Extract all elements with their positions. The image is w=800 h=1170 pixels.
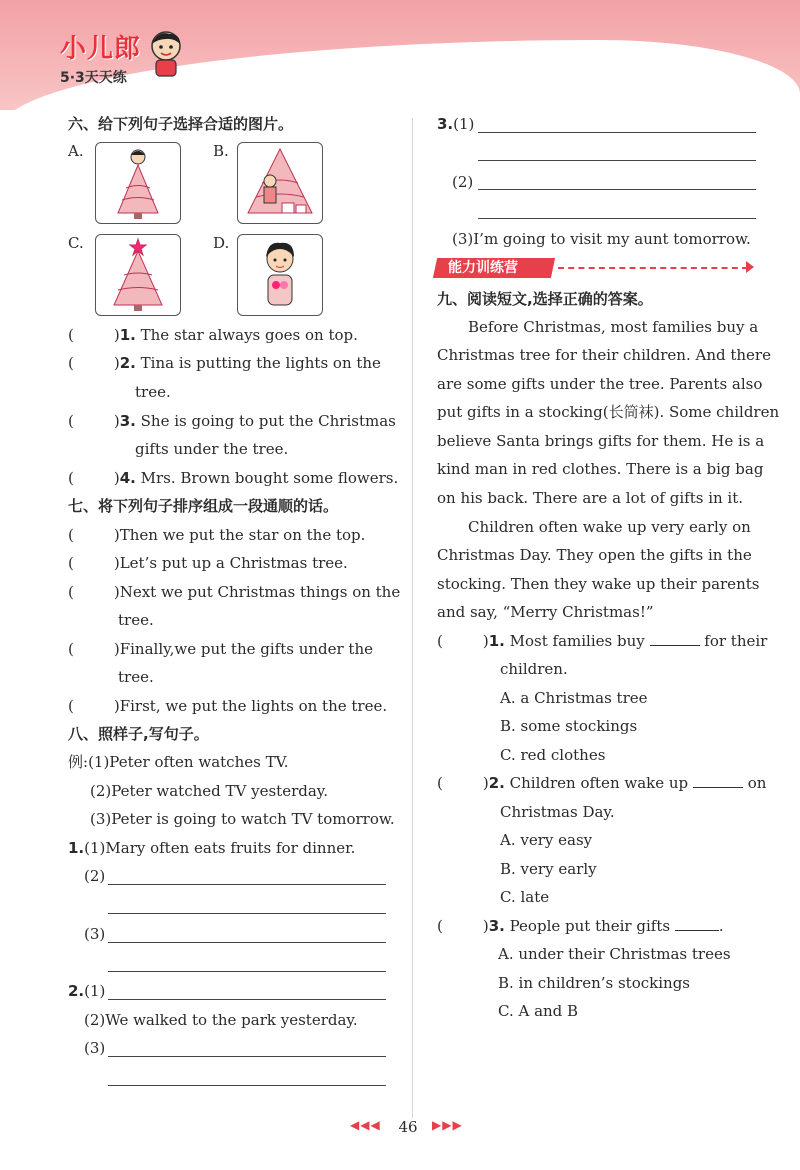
s7-item-1: ( )Then we put the star on the top.	[68, 526, 366, 544]
column-divider	[412, 118, 413, 1118]
q3-answer-line-3[interactable]	[478, 189, 756, 190]
s6-item-2-cont: tree.	[135, 383, 171, 401]
banner-label: 能力训练营	[448, 260, 518, 276]
next-arrows-icon: ▶▶▶	[432, 1118, 463, 1132]
passage-line-7: on his back. There are a lot of gifts in it.	[437, 489, 744, 507]
picture-c	[95, 234, 181, 316]
s9-q2-cont: Christmas Day.	[500, 803, 615, 821]
pic-b-label: B.	[213, 142, 229, 160]
christmas-tree-star-icon	[96, 235, 180, 315]
q3-answer-line-4[interactable]	[478, 218, 756, 219]
s6-item-2: ( )2. Tina is putting the lights on the	[68, 354, 381, 372]
brand-sub: 5·3天天练	[60, 70, 127, 86]
passage-line-10: stocking. Then they wake up their parents	[437, 575, 760, 593]
passage-line-4: put gifts in a stocking(长筒袜). Some children	[437, 403, 780, 421]
brand-name: 小儿郎	[60, 34, 142, 64]
section-9-title: 九、阅读短文,选择正确的答案。	[437, 290, 653, 308]
q2-part-3-label: (3)	[84, 1039, 106, 1057]
q1-part-1: 1.(1)Mary often eats fruits for dinner.	[68, 839, 356, 857]
mascot-boy-icon	[148, 30, 184, 82]
s7-item-4-cont: tree.	[118, 668, 154, 686]
page-number: 46	[398, 1118, 418, 1136]
q2-part-1: 2.(1)	[68, 982, 106, 1000]
s7-item-2: ( )Let’s put up a Christmas tree.	[68, 554, 348, 572]
s9-question-1: ( )1. Most families buy for their	[437, 632, 768, 650]
passage-line-2: Christmas tree for their children. And there	[437, 346, 771, 364]
passage-line-6: kind man in red clothes. There is a big bag	[437, 460, 764, 478]
s9-q3-blank[interactable]	[675, 916, 719, 931]
page-footer	[0, 1118, 800, 1142]
s6-item-4: ( )4. Mrs. Brown bought some flowers.	[68, 469, 399, 487]
example-line-3: (3)Peter is going to watch TV tomorrow.	[90, 810, 395, 828]
woman-flowers-icon	[238, 235, 322, 315]
s6-item-3-cont: gifts under the tree.	[135, 440, 289, 458]
section-7-title: 七、将下列句子排序组成一段通顺的话。	[68, 497, 339, 515]
s9-q1-option-b: B. some stockings	[500, 717, 638, 735]
s9-q1-blank[interactable]	[650, 631, 700, 646]
passage-line-1: Before Christmas, most families buy a	[468, 318, 759, 336]
picture-a	[95, 142, 181, 224]
s9-question-3: ( )3. People put their gifts .	[437, 917, 724, 935]
q1-answer-line-3[interactable]	[108, 942, 386, 943]
pic-d-label: D.	[213, 234, 230, 252]
s7-item-3-cont: tree.	[118, 611, 154, 629]
example-line-2: (2)Peter watched TV yesterday.	[90, 782, 329, 800]
girl-gifts-tree-icon	[238, 143, 322, 223]
passage-line-3: are some gifts under the tree. Parents also	[437, 375, 763, 393]
picture-b	[237, 142, 323, 224]
section-6-title: 六、给下列句子选择合适的图片。	[68, 115, 294, 133]
passage-line-8: Children often wake up very early on	[468, 518, 751, 536]
q2-part-2: (2)We walked to the park yesterday.	[84, 1011, 358, 1029]
q3-part-2-label: (2)	[452, 173, 474, 191]
s9-question-2: ( )2. Children often wake up on	[437, 774, 767, 792]
passage-line-5: believe Santa brings gifts for them. He is a	[437, 432, 765, 450]
pic-c-label: C.	[68, 234, 84, 252]
section-8-title: 八、照样子,写句子。	[68, 725, 209, 743]
q2-answer-line-2[interactable]	[108, 1056, 386, 1057]
pic-a-label: A.	[68, 142, 84, 160]
banner-dashed-line	[558, 267, 748, 269]
s9-q1-cont: children.	[500, 660, 568, 678]
s9-q1-option-c: C. red clothes	[500, 746, 606, 764]
q3-answer-line-1[interactable]	[478, 132, 756, 133]
s6-item-1: ( )1. The star always goes on top.	[68, 326, 358, 344]
s9-q3-option-c: C. A and B	[498, 1002, 579, 1020]
q3-part-3: (3)I’m going to visit my aunt tomorrow.	[452, 230, 751, 248]
s9-q3-option-a: A. under their Christmas trees	[498, 945, 731, 963]
s9-q3-option-b: B. in children’s stockings	[498, 974, 690, 992]
s7-item-4: ( )Finally,we put the gifts under the	[68, 640, 373, 658]
picture-d	[237, 234, 323, 316]
s7-item-3: ( )Next we put Christmas things on the	[68, 583, 401, 601]
q3-answer-line-2[interactable]	[478, 160, 756, 161]
q2-answer-line-3[interactable]	[108, 1085, 386, 1086]
s9-q2-option-b: B. very early	[500, 860, 597, 878]
q1-part-3-label: (3)	[84, 925, 106, 943]
banner-arrow-icon	[746, 261, 754, 273]
example-line-1: 例:(1)Peter often watches TV.	[68, 753, 289, 771]
brand	[60, 28, 141, 87]
prev-arrows-icon: ◀◀◀	[350, 1118, 381, 1132]
s9-q2-blank[interactable]	[693, 773, 743, 788]
q1-answer-line-1[interactable]	[108, 884, 386, 885]
s6-item-3: ( )3. She is going to put the Christmas	[68, 412, 396, 430]
q2-answer-line-1[interactable]	[108, 999, 386, 1000]
passage-line-9: Christmas Day. They open the gifts in the	[437, 546, 752, 564]
s7-item-5: ( )First, we put the lights on the tree.	[68, 697, 388, 715]
s9-q1-option-a: A. a Christmas tree	[500, 689, 648, 707]
q1-answer-line-4[interactable]	[108, 971, 386, 972]
q1-part-2-label: (2)	[84, 867, 106, 885]
q3-part-1: 3.(1)	[437, 115, 475, 133]
s9-q2-option-c: C. late	[500, 888, 550, 906]
passage-line-11: and say, “Merry Christmas!”	[437, 603, 654, 621]
q1-answer-line-2[interactable]	[108, 913, 386, 914]
s9-q2-option-a: A. very easy	[500, 831, 593, 849]
girl-behind-tree-icon	[96, 143, 180, 223]
